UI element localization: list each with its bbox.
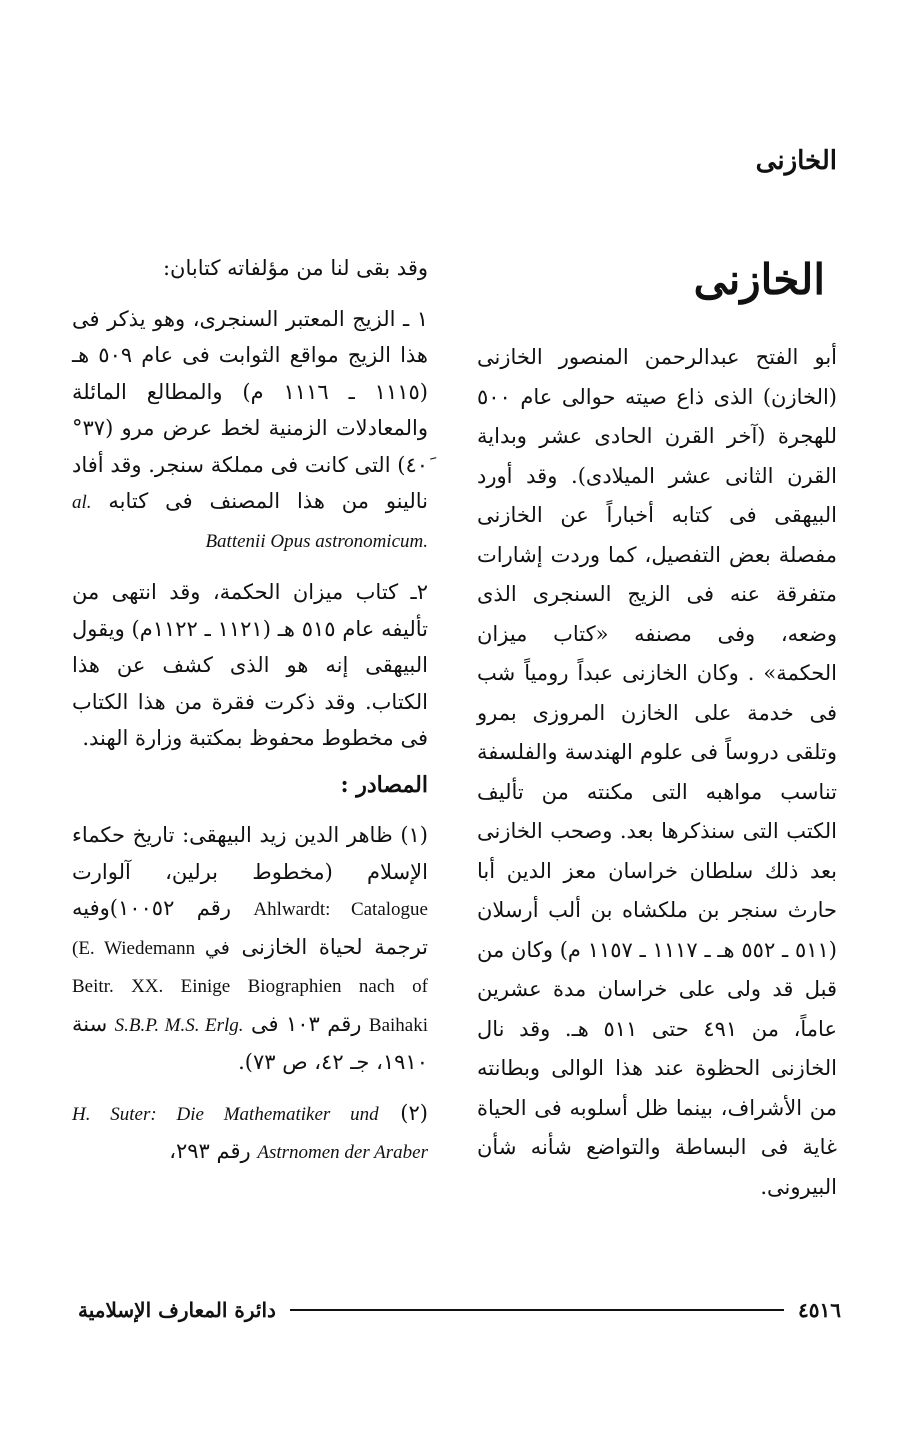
page-number: ٤٥١٦ <box>798 1298 841 1322</box>
work-item-1 <box>72 301 428 561</box>
source-1-latin-3: S.B.P. M.S. Erlg. <box>114 1014 244 1036</box>
source-1-part-a: (١) ظاهر الدين زيد البيهقى: تاريخ حكماء الإسلام (مخطوط برلين، آلوارت <box>72 823 428 884</box>
journal-name: دائرة المعارف الإسلامية <box>78 1298 276 1322</box>
footer-rule <box>290 1309 784 1311</box>
work-item-1-latin: al. Battenii Opus astronomicum. <box>72 492 428 552</box>
article-body: أبو الفتح عبدالرحمن المنصور الخازنى (الخازن) الذى ذاع صيته حوالى عام ٥٠٠ للهجرة (آخر القرن الحادى عشر وبداية القرن الثانى عشر الميلادى). وقد أورد البيهقى فى كتابه أخباراً عن الخازنى مفصلة بعض التفصيل، كما وردت إشارات متفرقة عنه فى الزيج السنجرى الذى وضعه، وفى مصنفه «كتاب ميزان الحكمة» . وكان الخازنى عبداً رومياً شب فى خدمة على الخازن المروزى بمرو وتلقى دروساً فى علوم الهندسة والفلسفة تناسب مواهبه التى مكنته من تأليف الكتب التى سنذكرها بعد. وصحب الخازنى بعد ذلك سلطان خراسان معز الدين أبا حارث سنجر بن ملكشاه بن ألب أرسلان (٥١١ ـ ٥٥٢ هـ ـ ١١١٧ ـ ١١٥٧ م) وكان من قبل قد ولى على خراسان مدة عشرين عاماً، من ٤٩١ حتى ٥١١ هـ. وقد نال الخازنى الحظوة عند هذا الوالى وبطانته من الأشراف، بينما ظل أسلوبه فى الحياة غاية فى البساطة والتواضع شأنه شأن البيرونى. <box>477 345 837 1199</box>
footer <box>78 1295 841 1325</box>
source-1-latin-2: (E. Wiedemann في Beitr. XX. Einige Biographien nach of Baihaki <box>72 937 429 1036</box>
source-1 <box>72 817 428 1081</box>
article-title: الخازنى <box>693 255 825 304</box>
source-2-part-b: رقم ٢٩٣، <box>169 1139 251 1163</box>
source-2 <box>72 1095 428 1172</box>
source-1-latin-1: Ahlwardt: Catalogue <box>253 899 428 920</box>
source-2-part-a: (٢) <box>400 1100 428 1125</box>
work-item-1-text: ١ ـ الزيج المعتبر السنجرى، وهو يذكر فى هذا الزيج مواقع الثوابت فى عام ٥٠٩ هـ (١١١٥ ـ ١١١٦ م) والمطالع المائلة والمعادلات الزمنية لخط عرض مرو (٣٧° ٤٠َ) التى كانت فى مملكة سنجر. وقد أفاد نالينو من هذا المصنف فى كتابه <box>72 306 428 513</box>
work-item-2: ٢ـ كتاب ميزان الحكمة، وقد انتهى من تأليفه عام ٥١٥ هـ (١١٢١ ـ ١١٢٢م) ويقول البيهقى إنه هو الذى كشف عن هذا الكتاب. وقد ذكرت فقرة من هذا الكتاب فى مخطوط محفوظ بمكتبة وزارة الهند. <box>72 580 428 750</box>
source-2-latin: H. Suter: Die Mathematiker und Astrnomen der Araber <box>72 1103 428 1163</box>
running-head: الخازنى <box>755 146 837 176</box>
left-column <box>72 250 428 1172</box>
source-1-part-b: رقم ١٠٠٥٢)وفيه ترجمة لحياة الخازنى <box>72 896 429 959</box>
source-1-part-c: رقم ١٠٣ فى <box>251 1011 362 1036</box>
works-intro: وقد بقى لنا من مؤلفاته كتابان: <box>162 256 428 280</box>
source-1-part-d: سنة ١٩١٠، جـ ٤٢، ص ٧٣). <box>72 1011 428 1074</box>
sources-heading: المصادر : <box>340 771 428 798</box>
right-column <box>477 250 837 1207</box>
